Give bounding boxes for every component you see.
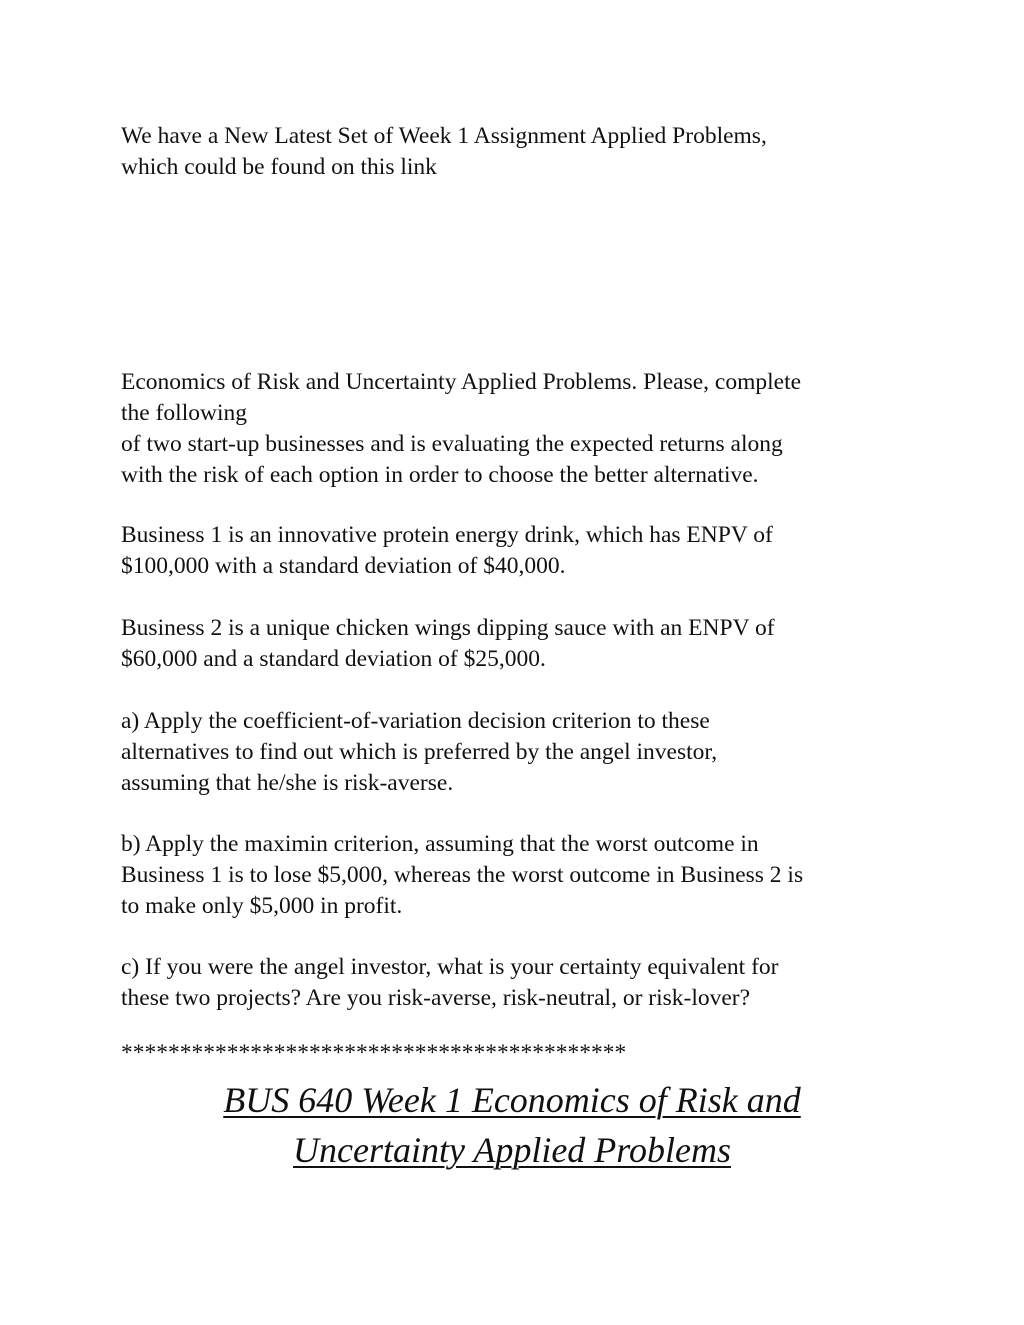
business-1-line: $100,000 with a standard deviation of $40,000. [121,553,566,579]
question-b-line: to make only $5,000 in profit. [121,893,403,919]
question-b-line: b) Apply the maximin criterion, assuming that the worst outcome in [121,831,759,857]
business-2-paragraph [121,613,921,675]
question-a-paragraph [121,706,921,799]
question-b-paragraph [121,829,921,922]
question-a-line: alternatives to find out which is preferred by the angel investor, [121,739,718,765]
question-c-line: c) If you were the angel investor, what is your certainty equivalent for [121,954,779,980]
question-c-line: these two projects? Are you risk-averse, risk-neutral, or risk-lover? [121,985,751,1011]
question-b-line: Business 1 is to lose $5,000, whereas the worst outcome in Business 2 is [121,862,804,888]
question-a-line: a) Apply the coefficient-of-variation decision criterion to these [121,708,710,734]
document-title-link[interactable] [0,1075,1024,1175]
problem-intro-line: the following [121,400,247,426]
title-line: BUS 640 Week 1 Economics of Risk and [223,1080,801,1120]
question-a-line: assuming that he/she is risk-averse. [121,770,454,796]
business-2-line: Business 2 is a unique chicken wings dipping sauce with an ENPV of [121,615,775,641]
business-1-paragraph [121,520,921,582]
intro-paragraph [121,121,921,183]
problem-intro-line: Economics of Risk and Uncertainty Applied Problems. Please, complete [121,369,802,395]
business-2-line: $60,000 and a standard deviation of $25,000. [121,646,546,672]
asterisk-separator: ******************************************* [121,1040,627,1066]
problem-intro-line: with the risk of each option in order to choose the better alternative. [121,462,759,488]
question-c-paragraph [121,952,921,1014]
intro-line: We have a New Latest Set of Week 1 Assignment Applied Problems, [121,123,767,149]
business-1-line: Business 1 is an innovative protein energy drink, which has ENPV of [121,522,773,548]
intro-line: which could be found on this link [121,154,437,180]
title-line: Uncertainty Applied Problems [293,1130,731,1170]
problem-intro-paragraph [121,367,921,491]
problem-intro-line: of two start-up businesses and is evaluating the expected returns along [121,431,783,457]
